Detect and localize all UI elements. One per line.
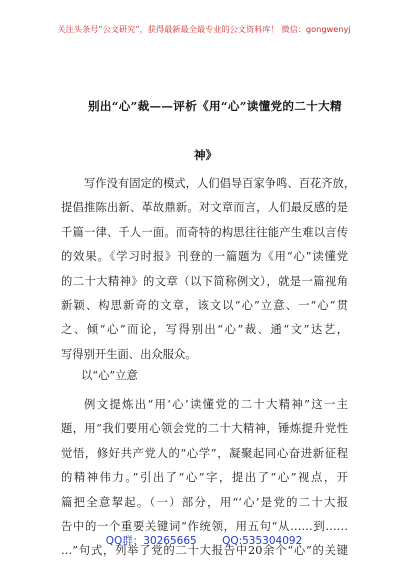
promo-banner: 关注头条号“公文研究”，获得最新最全最专业的公文资料库！ 微信：gongwenyj	[57, 24, 351, 34]
text-line: …”句式，列举了党的二十大报告中20余个“心”的关键	[61, 544, 348, 558]
text-line: 千篇一律、千人一面。而奇特的构思往往能产生难以言传	[61, 225, 348, 239]
text-line: 题，用“我们要用心领会党的二十大精神，锤炼提升党性	[61, 422, 348, 436]
text-line: 告中的一个重要关键词”作统领，用五句“从……到……	[61, 520, 348, 534]
text-line: 的精神伟力。”引出了“心”字，提出了“心”视点，开	[61, 471, 348, 485]
text-line: 觉悟，修好共产党人的“心学”，凝聚起同心奋进新征程	[61, 446, 348, 460]
text-line: 提倡推陈出新、革故鼎新。对文章而言，人们最反感的是	[61, 201, 348, 215]
text-line: 写得别开生面、出众服众。	[61, 347, 197, 361]
text-line: 例文提炼出“用‘心’读懂党的二十大精神”这一主	[84, 398, 348, 411]
text-line: 写作没有固定的模式，人们倡导百家争鸣、百花齐放，	[84, 177, 356, 190]
qq-group-number: QQ群：30265665	[105, 535, 197, 547]
doc-title-line-2: 神》	[194, 148, 218, 162]
text-line: 的二十大精神》的文章（以下简称例文），就是一篇视角	[61, 274, 348, 288]
footer-contact	[0, 533, 408, 548]
qq-contact-number: QQ:535304092	[222, 535, 303, 547]
text-line: 的效果。《学习时报》刊登的一篇题为《用“心”读懂党	[61, 250, 348, 264]
text-line: 篇把全意挈起。（一）部分，用“‘心’是党的二十大报	[61, 495, 348, 509]
text-line: 之、倾“心”而论，写得别出“心”裁、通“文”达艺，	[61, 323, 348, 337]
section-heading: 以“心”立意	[81, 369, 138, 382]
body-paragraph-1	[61, 172, 356, 367]
text-line: 新颖、构思新奇的文章，该文以“心”立意、一“心”贯	[61, 299, 348, 313]
doc-title-line-1: 别出“心”裁——评析《用“心”读懂党的二十大精	[88, 99, 342, 113]
